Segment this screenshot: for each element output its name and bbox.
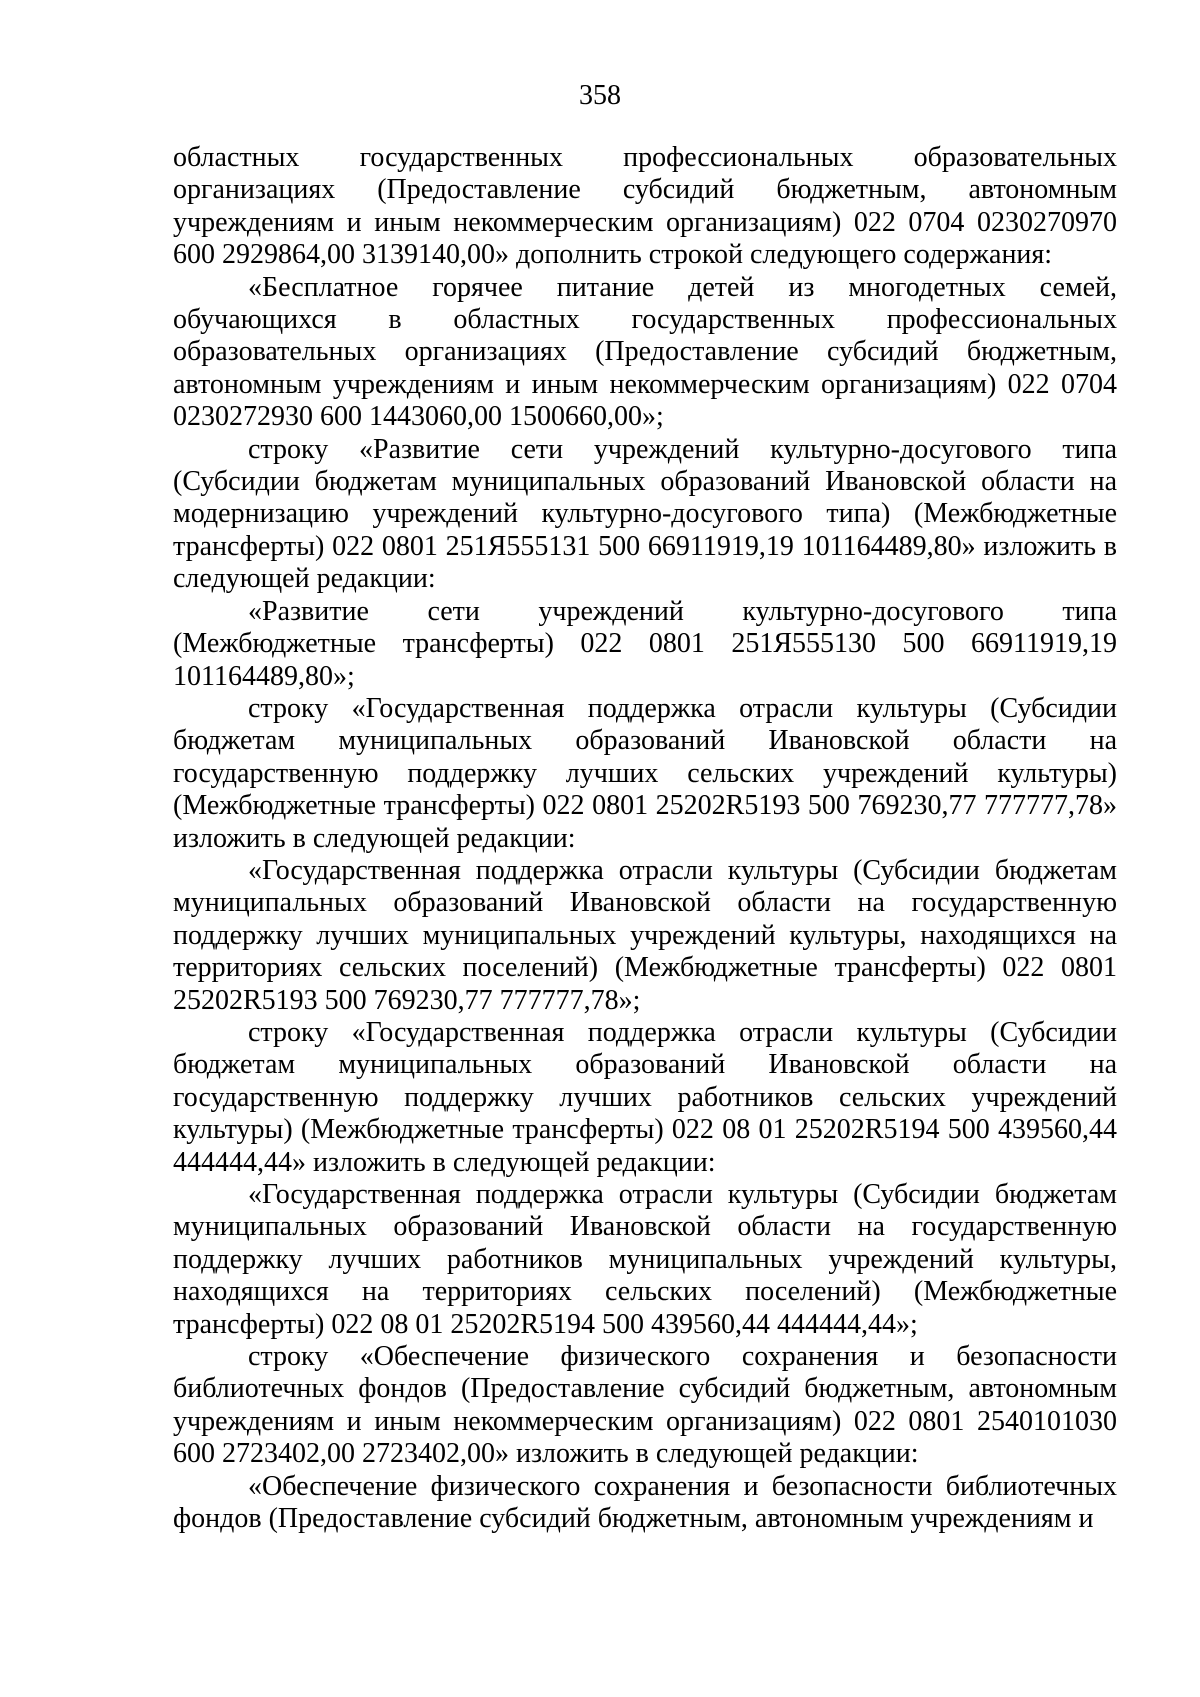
paragraph-4: «Развитие сети учреждений культурно-досугового типа (Межбюджетные трансферты) 022 0801 251Я555130 500 66911919,19 101164489,80»;: [173, 595, 1117, 692]
paragraph-6: «Государственная поддержка отрасли культуры (Субсидии бюджетам муниципальных образований Ивановской области на государственную поддержку лучших муниципальных учреждений культуры, находящихся на территориях сельских поселений) (Межбюджетные трансферты) 022 0801 25202R5193 500 769230,77 777777,78»;: [173, 854, 1117, 1016]
paragraph-7: строку «Государственная поддержка отрасли культуры (Субсидии бюджетам муниципальных образований Ивановской области на государственную поддержку лучших работников сельских учреждений культуры) (Межбюджетные трансферты) 022 08 01 25202R5194 500 439560,44 444444,44» изложить в следующей редакции:: [173, 1016, 1117, 1178]
page-number: 358: [579, 80, 621, 111]
paragraph-10: «Обеспечение физического сохранения и безопасности библиотечных фондов (Предоставление субсидий бюджетным, автономным учреждениям и: [173, 1470, 1117, 1535]
paragraph-2: «Бесплатное горячее питание детей из многодетных семей, обучающихся в областных государственных профессиональных образовательных организациях (Предоставление субсидий бюджетным, автономным учреждениям и иным некоммерческим организациям) 022 0704 0230272930 600 1443060,00 1500660,00»;: [173, 271, 1117, 433]
document-body: [173, 142, 1117, 1535]
paragraph-8: «Государственная поддержка отрасли культуры (Субсидии бюджетам муниципальных образований Ивановской области на государственную поддержку лучших работников муниципальных учреждений культуры, находящихся на территориях сельских поселений) (Межбюджетные трансферты) 022 08 01 25202R5194 500 439560,44 444444,44»;: [173, 1179, 1117, 1340]
paragraph-9: строку «Обеспечение физического сохранения и безопасности библиотечных фондов (Предоставление субсидий бюджетным, автономным учреждениям и иным некоммерческим организациям) 022 0801 2540101030 600 2723402,00 2723402,00» изложить в следующей редакции:: [173, 1341, 1117, 1470]
paragraph-1: областных государственных профессиональных образовательных организациях (Предоставление субсидий бюджетным, автономным учреждениям и иным некоммерческим организациям) 022 0704 0230270970 600 2929864,00 3139140,00» дополнить строкой следующего содержания:: [173, 142, 1117, 271]
paragraph-5: строку «Государственная поддержка отрасли культуры (Субсидии бюджетам муниципальных образований Ивановской области на государственную поддержку лучших сельских учреждений культуры) (Межбюджетные трансферты) 022 0801 25202R5193 500 769230,77 777777,78» изложить в следующей редакции:: [173, 692, 1117, 854]
paragraph-3: строку «Развитие сети учреждений культурно-досугового типа (Субсидии бюджетам муниципальных образований Ивановской области на модернизацию учреждений культурно-досугового типа) (Межбюджетные трансферты) 022 0801 251Я555131 500 66911919,19 101164489,80» изложить в следующей редакции:: [173, 433, 1117, 595]
